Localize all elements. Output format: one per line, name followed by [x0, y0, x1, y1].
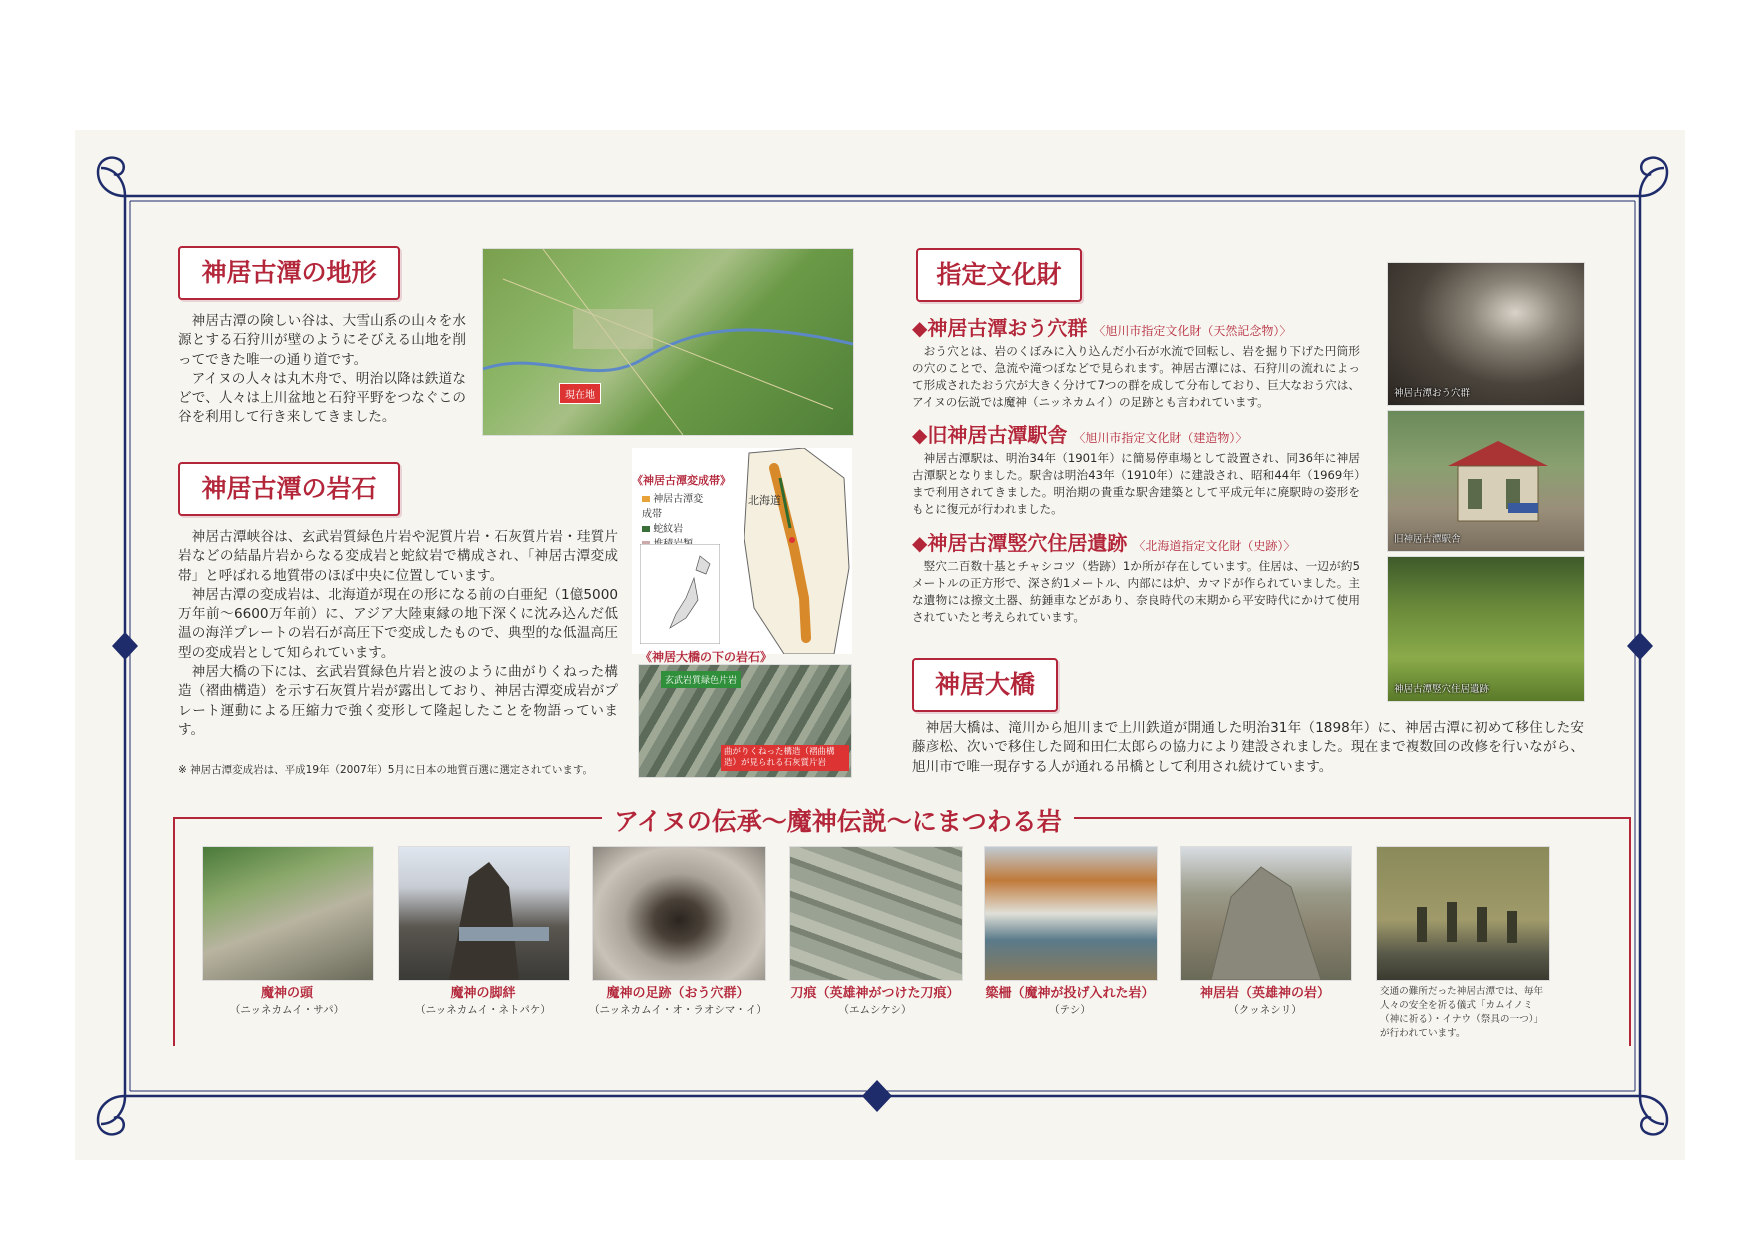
ainu-rock-reading: （エムシケシ） [838, 1004, 912, 1016]
current-location-label: 現在地 [559, 383, 601, 404]
pothole-photo [1387, 262, 1585, 406]
cultural-item-name: ◆神居古潭おう穴群 [912, 316, 1088, 340]
rock-photo-label-1: 玄武岩質緑色片岩 [661, 671, 741, 688]
ainu-rock-caption [972, 985, 1168, 1019]
ainu-rock-caption [1180, 985, 1350, 1019]
ainu-rock-caption [778, 985, 972, 1019]
legend-item: 蛇紋岩 [642, 520, 712, 535]
ainu-rock-name: 魔神の頭 [260, 986, 313, 1001]
cultural-item-name: ◆神居古潭竪穴住居遺跡 [912, 531, 1128, 555]
ainu-rock-reading: （ニッネカムイ・ネトパケ） [415, 1004, 551, 1016]
terrain-map [482, 248, 854, 436]
belt-map-title: 《神居古潭変成帯》 [632, 474, 731, 487]
pit-dwelling-photo [1387, 556, 1585, 702]
terrain-body [178, 312, 466, 428]
ainu-ceremony-photo [1376, 846, 1550, 981]
cultural-item-text [912, 450, 1360, 518]
cultural-item-heading [912, 315, 1291, 344]
rocks-paragraph: 神居大橋の下には、玄武岩質緑色片岩と波のように曲がりくねった構造（褶曲構造）を示す石灰質片岩が露出しており、神居古潭変成岩がプレート運動による圧縮力で強く変形して隆起したことを物語っています。 [178, 664, 618, 738]
legend-item: 神居古潭変成帯 [642, 494, 704, 520]
rocks-paragraph: 神居古潭の変成岩は、北海道が現在の形になる前の白亜紀（1億5000万年前～6600万年前）に、アジア大陸東縁の地下深くに沈み込んだ低温の海洋プレートの岩石が高圧下で変成したもので、典型的な低温高圧型の変成岩として知られています。 [178, 586, 618, 661]
station-photo-caption: 旧神居古潭駅舎 [1394, 534, 1461, 545]
cultural-item-text [912, 343, 1360, 411]
cultural-item-heading [912, 530, 1295, 559]
station-building-graphic [1388, 411, 1584, 551]
bridge-title: 神居大橋 [912, 658, 1058, 712]
cultural-item-tag: 〈旭川市指定文化財（建造物）〉 [1073, 431, 1248, 445]
cultural-item-text [912, 558, 1360, 626]
rocks-body [178, 528, 618, 740]
pothole-photo-caption: 神居古潭おう穴群 [1394, 388, 1471, 399]
ainu-rock-name: 魔神の脚絆 [450, 986, 516, 1001]
rock-photo-title: 《神居大橋の下の岩石》 [640, 650, 773, 664]
station-photo [1387, 410, 1585, 552]
cultural-item-name: ◆旧神居古潭駅舎 [912, 423, 1068, 447]
bridge-rock-photo [638, 664, 852, 778]
cultural-item-heading [912, 422, 1247, 451]
ainu-rock-photo [592, 846, 766, 981]
ainu-rock-photo [1180, 846, 1352, 981]
cultural-item-paragraph: おう穴とは、岩のくぼみに入り込んだ小石が水流で回転し、岩を掘り下げた円筒形の穴のことで、急流や滝つぼなどで見られます。神居古潭には、石狩川の流れによって形成されたおう穴が大きく分けて7つの群を成して分布しており、巨大なおう穴は、アイヌの伝説では魔神（ニッネカムイ）の足跡とも言われています。 [912, 344, 1360, 409]
cultural-item-paragraph: 神居古潭駅は、明治34年（1901年）に簡易停車場として設置され、同36年に神居古潭駅となりました。駅舎は明治43年（1910年）に建設され、昭和44年（1969年）まで利用されてきました。明治期の貴重な駅舎建築として平成元年に廃駅時の姿形をもとに復元が行われました。 [912, 451, 1360, 516]
ainu-rock-reading: （テシ） [1049, 1004, 1091, 1016]
ainu-rock-caption [398, 985, 568, 1019]
ainu-rock-name: 神居岩（英雄神の岩） [1199, 986, 1330, 1001]
bridge-body [912, 719, 1584, 777]
terrain-paragraph: アイヌの人々は丸木舟で、明治以降は鉄道などで、人々は上川盆地と石狩平野をつなぐこの谷を利用して行き来してきました。 [178, 370, 466, 426]
ainu-section-title: アイヌの伝承～魔神伝説～にまつわる岩 [602, 802, 1074, 838]
cultural-item-tag: 〈北海道指定文化財（史跡）〉 [1133, 539, 1296, 553]
ceremony-caption: 交通の難所だった神居古潭では、毎年人々の安全を祈る儀式「カムイノミ（神に祈る）・イナウ（祭具の一つ）」が行われています。 [1380, 986, 1544, 1039]
cultural-title: 指定文化財 [916, 248, 1082, 302]
ainu-rock-name: 刀痕（英雄神がつけた刀痕） [790, 986, 960, 1001]
rocks-note: ※ 神居古潭変成岩は、平成19年（2007年）5月に日本の地質百選に選定されています。 [178, 764, 594, 776]
ainu-rock-caption [586, 985, 770, 1019]
ainu-rock-reading: （クッネシリ） [1228, 1004, 1302, 1016]
terrain-title: 神居古潭の地形 [178, 246, 400, 300]
ainu-rock-photo [398, 846, 570, 981]
bridge-paragraph: 神居大橋は、滝川から旭川まで上川鉄道が開通した明治31年（1898年）に、神居古潭に初めて移住した安藤彦松、次いで移住した岡和田仁太郎らの協力により建設されました。現在まで複数回の改修を行いながら、旭川市で唯一現存する人が通れる吊橋として利用され続けています。 [912, 720, 1584, 775]
ainu-rock-name: 魔神の足跡（おう穴群） [606, 986, 750, 1001]
belt-map [632, 448, 852, 654]
ainu-rock-reading: （ニッネカムイ・オ・ラオシマ・イ） [589, 1004, 767, 1016]
rocks-paragraph: 神居古潭峡谷は、玄武岩質緑色片岩や泥質片岩・石灰質片岩・珪質片岩などの結晶片岩からなる変成岩と蛇紋岩で構成され、「神居古潭変成帯」と呼ばれる地質帯のほぼ中央に位置しています。 [178, 529, 618, 584]
hokkaido-belt-map [744, 448, 852, 654]
ainu-rock-photo [984, 846, 1158, 981]
belt-map-hokkaido-label: 北海道 [748, 494, 781, 507]
terrain-map-graphic [483, 249, 853, 435]
rock-photo-label-2: 曲がりくねった構造（褶曲構造）が見られる石灰質片岩 [721, 745, 849, 771]
ainu-rock-caption [202, 985, 372, 1019]
ainu-rock-photo [202, 846, 374, 981]
ainu-rock-photo [789, 846, 963, 981]
rocks-title: 神居古潭の岩石 [178, 462, 400, 516]
ainu-rock-name: 簗柵（魔神が投げ入れた岩） [985, 986, 1155, 1001]
cultural-item-paragraph: 竪穴二百数十基とチャシコツ（砦跡）1か所が存在しています。住居は、一辺が約5メートルの正方形で、深さ約1メートル、内部には炉、カマドが作られていました。主な遺物には擦文土器、紡錘車などがあり、奈良時代の末期から平安時代にかけて使用されていたと考えられています。 [912, 559, 1360, 624]
cultural-item-tag: 〈旭川市指定文化財（天然記念物）〉 [1093, 324, 1292, 338]
terrain-paragraph: 神居古潭の険しい谷は、大雪山系の山々を水源とする石狩川が壁のようにそびえる山地を削ってできた唯一の通り道です。 [178, 313, 466, 368]
pit-dwelling-photo-caption: 神居古潭竪穴住居遺跡 [1394, 684, 1490, 695]
japan-inset-map [640, 544, 720, 644]
ainu-rock-reading: （ニッネカムイ・サパ） [229, 1004, 345, 1016]
